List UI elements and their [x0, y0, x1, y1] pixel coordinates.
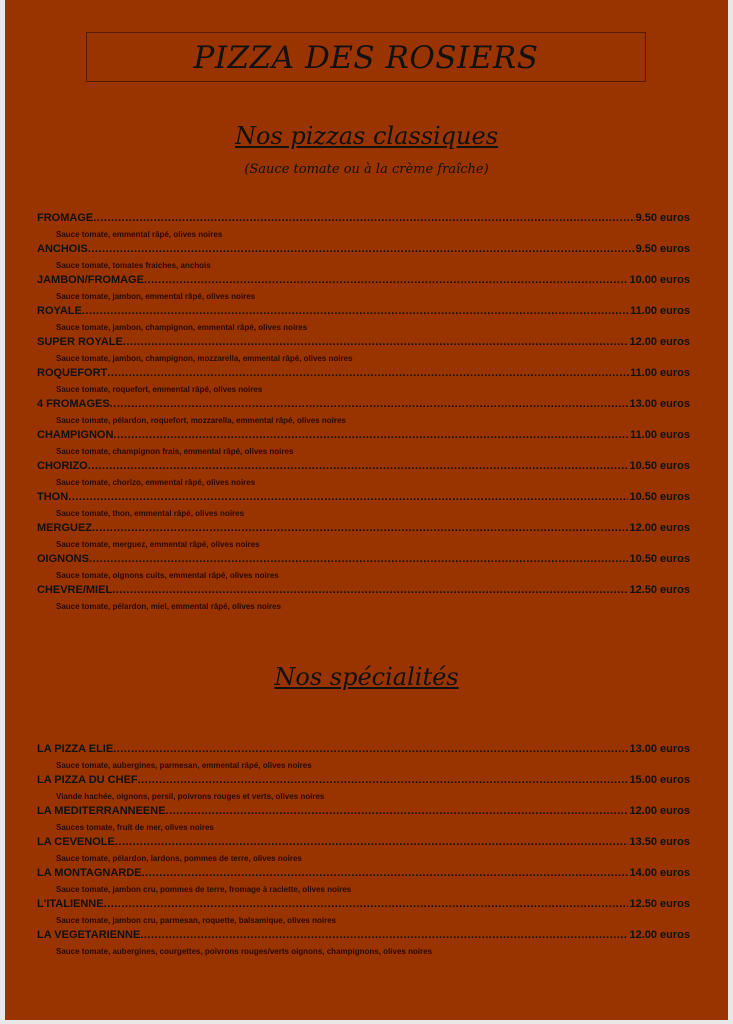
menu-item-row	[37, 429, 690, 444]
item-name: MERGUEZ	[37, 522, 92, 534]
item-description: Sauce tomate, thon, emmental râpé, olives noires	[56, 509, 245, 518]
dot-leader	[115, 836, 629, 848]
dot-leader	[166, 805, 629, 817]
menu-item-row	[37, 584, 690, 599]
dot-leader	[104, 898, 629, 910]
item-name: 4 FROMAGES	[37, 398, 110, 410]
item-description: Sauce tomate, pélardon, miel, emmental râpé, olives noires	[56, 602, 281, 611]
item-name: ANCHOIS	[37, 243, 88, 255]
menu-item-row	[37, 929, 690, 944]
item-description: Sauce tomate, tomates fraiches, anchois	[56, 261, 211, 270]
menu-item-row	[37, 774, 690, 789]
dot-leader	[89, 553, 629, 565]
item-price: 12.00 euros	[629, 336, 690, 348]
menu-item	[37, 553, 690, 584]
item-name: JAMBON/FROMAGE	[37, 274, 144, 286]
menu-item	[37, 805, 690, 836]
item-name: LA MEDITERRANNEENE	[37, 805, 166, 817]
item-description: Sauce tomate, jambon cru, pommes de terre, fromage à raclette, olives noires	[56, 885, 352, 894]
item-description: Sauce tomate, jambon, champignon, mozzarella, emmental râpé, olives noires	[56, 354, 353, 363]
item-name: CHORIZO	[37, 460, 88, 472]
item-price: 12.00 euros	[629, 805, 690, 817]
dot-leader	[112, 584, 628, 596]
menu-item-row	[37, 460, 690, 475]
classiques-list	[37, 212, 690, 615]
menu-item	[37, 774, 690, 805]
menu-item	[37, 212, 690, 243]
menu-item-row	[37, 743, 690, 758]
item-description: Sauce tomate, chorizo, emmental râpé, olives noires	[56, 478, 256, 487]
specialites-heading: Nos spécialités	[274, 663, 459, 691]
item-price: 11.00 euros	[630, 367, 690, 379]
dot-leader	[92, 522, 628, 534]
item-name: OIGNONS	[37, 553, 89, 565]
item-description: Sauce tomate, aubergines, courgettes, poivrons rouges/verts oignons, champignons, olives noires	[56, 947, 433, 956]
item-price: 13.50 euros	[629, 836, 690, 848]
menu-item-row	[37, 243, 690, 258]
dot-leader	[82, 305, 629, 317]
dot-leader	[107, 367, 629, 379]
menu-item-row	[37, 336, 690, 351]
menu-item-row	[37, 898, 690, 913]
item-price: 9.50 euros	[635, 243, 690, 255]
dot-leader	[138, 774, 629, 786]
menu-item	[37, 398, 690, 429]
item-price: 14.00 euros	[629, 867, 690, 879]
menu-item-row	[37, 522, 690, 537]
menu-item	[37, 743, 690, 774]
item-price: 10.50 euros	[629, 553, 690, 565]
menu-item-row	[37, 367, 690, 382]
item-name: THON	[37, 491, 69, 503]
item-price: 10.50 euros	[629, 460, 690, 472]
dot-leader	[88, 243, 635, 255]
menu-item-row	[37, 491, 690, 506]
item-description: Sauce tomate, aubergines, parmesan, emmental râpé, olives noires	[56, 761, 312, 770]
item-description: Sauce tomate, jambon, emmental râpé, olives noires	[56, 292, 256, 301]
item-price: 11.00 euros	[630, 429, 690, 441]
dot-leader	[93, 212, 634, 224]
item-name: ROQUEFORT	[37, 367, 108, 379]
dot-leader	[88, 460, 629, 472]
menu-item	[37, 243, 690, 274]
dot-leader	[113, 743, 628, 755]
menu-item	[37, 274, 690, 305]
dot-leader	[123, 336, 629, 348]
item-name: SUPER ROYALE	[37, 336, 123, 348]
menu-item-row	[37, 836, 690, 851]
menu-item	[37, 491, 690, 522]
menu-item	[37, 336, 690, 367]
item-price: 13.00 euros	[629, 743, 690, 755]
item-name: LA VEGETARIENNE	[37, 929, 141, 941]
specialites-list	[37, 743, 690, 960]
menu-item	[37, 836, 690, 867]
item-name: LA MONTAGNARDE	[37, 867, 142, 879]
item-name: FROMAGE	[37, 212, 94, 224]
item-price: 12.50 euros	[629, 898, 690, 910]
item-description: Sauce tomate, merguez, emmental râpé, olives noires	[56, 540, 260, 549]
item-description: Sauce tomate, emmental râpé, olives noires	[56, 230, 223, 239]
item-description: Sauces tomate, fruit de mer, olives noires	[56, 823, 214, 832]
menu-item	[37, 460, 690, 491]
menu-item	[37, 584, 690, 615]
item-description: Sauce tomate, champignon frais, emmental râpé, olives noires	[56, 447, 294, 456]
title-box	[86, 32, 646, 82]
item-description: Sauce tomate, oignons cuits, emmental râpé, olives noires	[56, 571, 279, 580]
item-name: ROYALE	[37, 305, 82, 317]
menu-page	[5, 0, 728, 1020]
item-description: Sauce tomate, roquefort, emmental râpé, olives noires	[56, 385, 263, 394]
dot-leader	[140, 929, 628, 941]
menu-item	[37, 867, 690, 898]
menu-item-row	[37, 212, 690, 227]
item-price: 11.00 euros	[630, 305, 690, 317]
item-description: Sauce tomate, pélardon, roquefort, mozzarella, emmental râpé, olives noires	[56, 416, 346, 425]
item-name: L'ITALIENNE	[37, 898, 104, 910]
item-price: 12.00 euros	[629, 522, 690, 534]
dot-leader	[142, 867, 629, 879]
classiques-heading: Nos pizzas classiques	[234, 122, 499, 150]
classiques-subtitle: (Sauce tomate ou à la crème fraîche)	[244, 162, 489, 177]
item-description: Sauce tomate, jambon, champignon, emmental râpé, olives noires	[56, 323, 308, 332]
item-price: 10.00 euros	[629, 274, 690, 286]
item-price: 10.50 euros	[629, 491, 690, 503]
item-price: 12.00 euros	[629, 929, 690, 941]
menu-item-row	[37, 398, 690, 413]
item-description: Viande hachée, oignons, persil, poivrons rouges et verts, olives noires	[56, 792, 325, 801]
menu-item	[37, 522, 690, 553]
item-name: CHEVRE/MIEL	[37, 584, 113, 596]
menu-item	[37, 305, 690, 336]
dot-leader	[144, 274, 629, 286]
item-price: 15.00 euros	[629, 774, 690, 786]
item-price: 13.00 euros	[629, 398, 690, 410]
menu-item	[37, 429, 690, 460]
menu-item	[37, 898, 690, 929]
item-price: 9.50 euros	[635, 212, 690, 224]
item-name: LA PIZZA DU CHEF	[37, 774, 138, 786]
menu-item-row	[37, 274, 690, 289]
item-name: LA PIZZA ELIE	[37, 743, 114, 755]
dot-leader	[113, 429, 629, 441]
page-title: PIZZA DES ROSIERS	[193, 40, 539, 76]
item-description: Sauce tomate, jambon cru, parmesan, roquette, balsamique, olives noires	[56, 916, 337, 925]
item-name: LA CEVENOLE	[37, 836, 115, 848]
menu-item-row	[37, 805, 690, 820]
item-description: Sauce tomate, pélardon, lardons, pommes de terre, olives noires	[56, 854, 302, 863]
menu-item-row	[37, 867, 690, 882]
dot-leader	[110, 398, 629, 410]
menu-item	[37, 367, 690, 398]
menu-item	[37, 929, 690, 960]
menu-item-row	[37, 305, 690, 320]
item-price: 12.50 euros	[629, 584, 690, 596]
item-name: CHAMPIGNON	[37, 429, 114, 441]
dot-leader	[68, 491, 628, 503]
menu-item-row	[37, 553, 690, 568]
